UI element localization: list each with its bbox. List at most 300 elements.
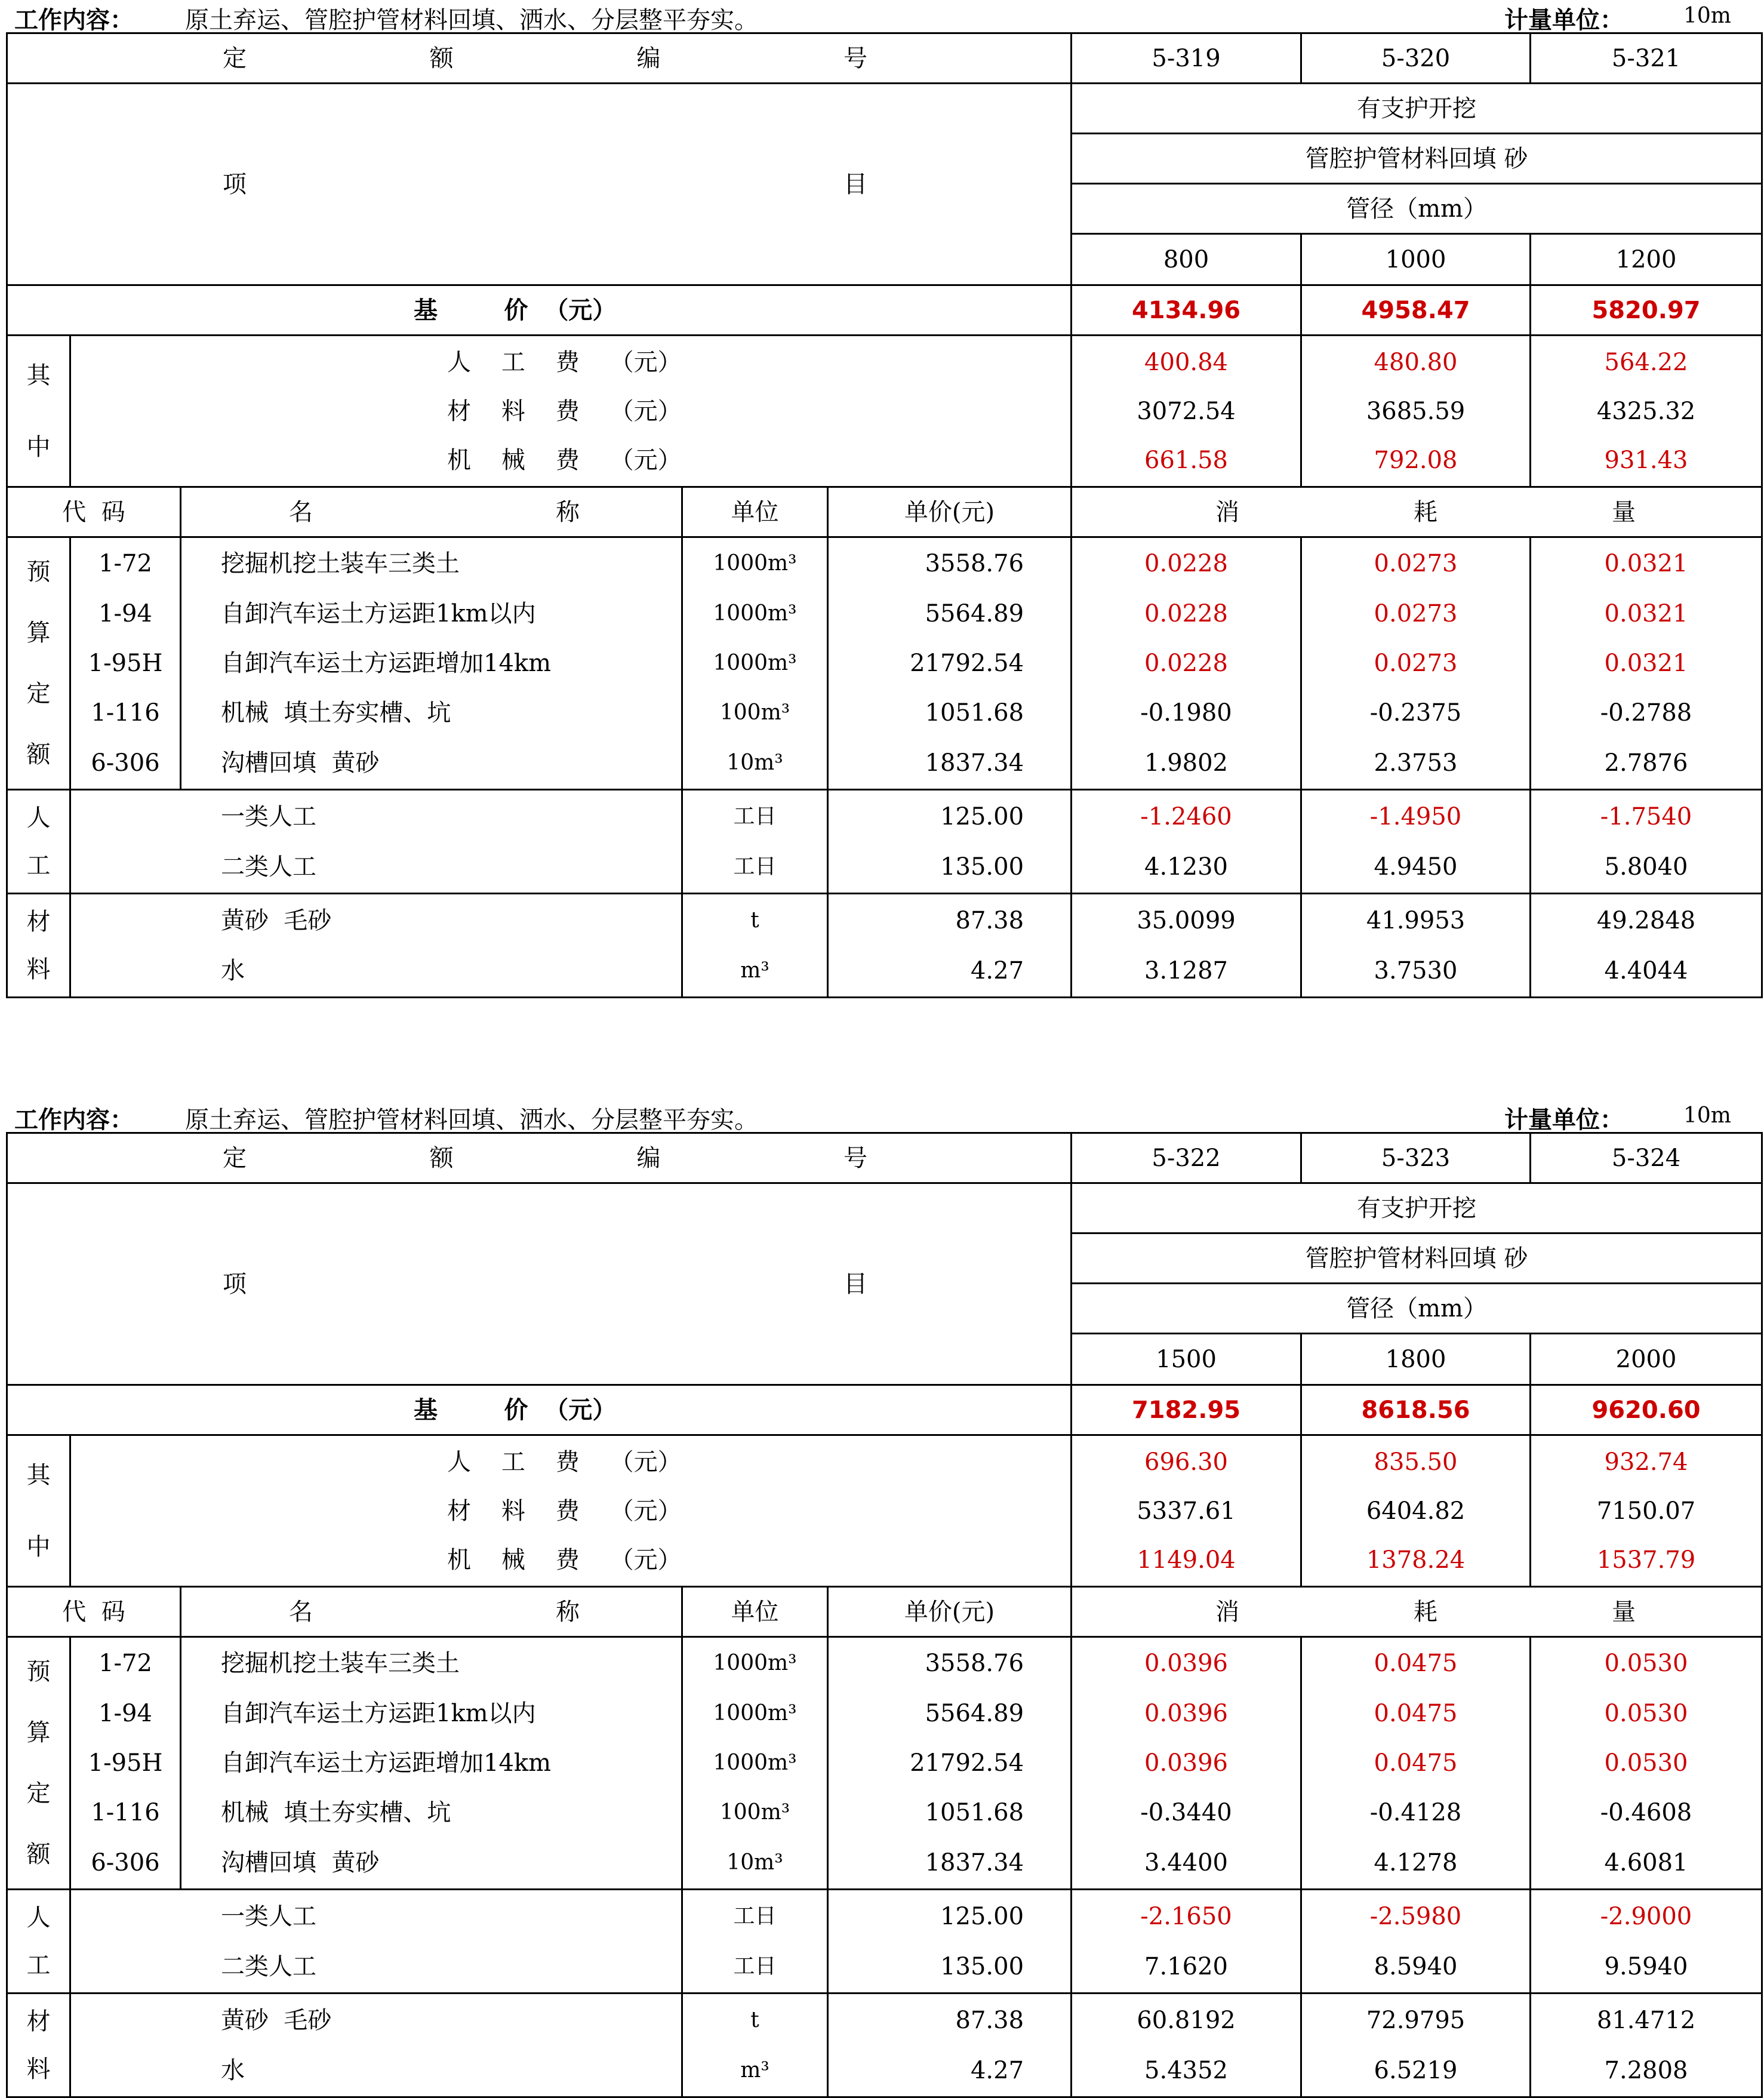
- base-price-label: 基 价 （元）: [7, 285, 1072, 336]
- material-units: [682, 1994, 828, 2097]
- labor-values: [1531, 790, 1762, 894]
- labor-prices: [828, 790, 1072, 894]
- budget-char: 算: [26, 1718, 51, 1746]
- item-label-left: 项: [223, 170, 247, 198]
- consumption-value: 0.0396: [1144, 1650, 1229, 1678]
- material-char: 料: [26, 2055, 51, 2083]
- unit-value: 10m: [1683, 1103, 1731, 1128]
- item-code: 1-72: [98, 550, 152, 578]
- item-unit: 1000m³: [713, 1750, 797, 1775]
- pipe-diameter-value: 1800: [1301, 1334, 1531, 1385]
- column-header-name: [181, 1587, 682, 1637]
- item-code: 1-72: [98, 1650, 152, 1678]
- item-price: 3558.76: [925, 1650, 1024, 1678]
- budget-units: [682, 537, 828, 790]
- consumption-value: 0.0273: [1374, 599, 1458, 627]
- item-name: 一类人工: [221, 802, 316, 830]
- item-code: 1-116: [91, 699, 160, 727]
- consumption-value: 9.5940: [1604, 1952, 1688, 1980]
- labor-cost-value: 400.84: [1144, 348, 1229, 376]
- labor-units: [682, 790, 828, 894]
- consumption-value: 1.9802: [1144, 749, 1229, 777]
- base-price-value: 4958.47: [1301, 285, 1531, 336]
- among-label: [7, 1435, 70, 1587]
- cost-label: 材 料 费 （元）: [447, 397, 682, 425]
- pipe-diameter-value: 1500: [1072, 1334, 1301, 1385]
- consumption-value: 7.1620: [1144, 1952, 1229, 1980]
- budget-char: 定: [26, 680, 51, 708]
- work-content-text: 原土弃运、管腔护管材料回填、洒水、分层整平夯实。: [185, 7, 758, 34]
- cost-values: [1301, 336, 1531, 487]
- item-code: 6-306: [91, 749, 160, 777]
- item-label: [7, 84, 1072, 285]
- consumption-value: -0.3440: [1140, 1799, 1232, 1827]
- material-label: [7, 1994, 70, 2097]
- budget-units: [682, 1637, 828, 1890]
- budget-names: [181, 537, 682, 790]
- item-price: 135.00: [940, 1952, 1024, 1980]
- consumption-value: 60.8192: [1137, 2006, 1236, 2034]
- item-price: 1051.68: [925, 699, 1024, 727]
- quota-number-row: [7, 33, 1762, 84]
- base-price-value: 4134.96: [1072, 285, 1301, 336]
- consumption-value: 0.0475: [1374, 1650, 1458, 1678]
- item-code: 6-306: [91, 1848, 160, 1876]
- cost-values: [1072, 1435, 1301, 1587]
- cost-labels: [70, 1435, 1072, 1587]
- cost-labels: [70, 336, 1072, 487]
- quota-code: 5-321: [1531, 33, 1762, 84]
- labor-names: [70, 1890, 682, 1994]
- material-char: 材: [26, 2007, 51, 2035]
- material-values: [1531, 1994, 1762, 2097]
- item-unit: t: [750, 2007, 759, 2032]
- item-unit: t: [750, 908, 759, 933]
- item-name: 自卸汽车运土方运距增加14km: [221, 1749, 552, 1777]
- work-content-row: [6, 1100, 1761, 1132]
- budget-values: [1301, 1637, 1531, 1890]
- consumption-value: 72.9795: [1366, 2006, 1466, 2034]
- budget-codes: [70, 1637, 181, 1890]
- item-name: 水: [221, 956, 245, 985]
- work-content-label: 工作内容：: [14, 7, 134, 34]
- item-name: 黄砂 毛砂: [221, 906, 332, 934]
- machine-cost-value: 792.08: [1374, 446, 1458, 474]
- item-name: 自卸汽车运土方运距1km以内: [221, 599, 536, 627]
- consumption-value: 41.9953: [1366, 906, 1466, 934]
- item-price: 5564.89: [925, 599, 1024, 627]
- labor-char: 工: [26, 851, 51, 879]
- item-price: 3558.76: [925, 550, 1024, 578]
- material-names: [70, 1994, 682, 2097]
- consumption-value: 0.0321: [1604, 649, 1688, 677]
- cost-values: [1301, 1435, 1531, 1587]
- quota-label-char: 号: [843, 44, 868, 72]
- material-cost-value: 3685.59: [1366, 397, 1466, 425]
- consumption-value: 6.5219: [1374, 2056, 1458, 2084]
- consumption-value: -0.2375: [1369, 699, 1462, 727]
- item-unit: 100m³: [719, 700, 790, 725]
- consumption-char: 量: [1612, 1598, 1636, 1626]
- material-cost-value: 7150.07: [1596, 1497, 1696, 1525]
- consumption-value: 0.0321: [1604, 599, 1688, 627]
- budget-values: [1072, 537, 1301, 790]
- consumption-value: 5.8040: [1604, 853, 1688, 881]
- column-header-name-b: 称: [556, 498, 580, 526]
- base-price-value: 8618.56: [1301, 1385, 1531, 1435]
- budget-row: [7, 537, 1762, 790]
- item-name: 自卸汽车运土方运距增加14km: [221, 649, 552, 677]
- item-name: 二类人工: [221, 853, 316, 881]
- consumption-value: 3.4400: [1144, 1848, 1229, 1876]
- consumption-value: -0.4128: [1369, 1799, 1462, 1827]
- item-code: 1-94: [98, 599, 152, 627]
- base-price-value: 7182.95: [1072, 1385, 1301, 1435]
- consumption-char: 耗: [1414, 498, 1438, 526]
- item-price: 87.38: [955, 2006, 1024, 2034]
- column-header-price: 单价(元): [828, 487, 1072, 537]
- consumption-value: 0.0530: [1604, 1650, 1688, 1678]
- item-price: 5564.89: [925, 1699, 1024, 1727]
- work-content-row: [6, 0, 1761, 32]
- budget-char: 定: [26, 1780, 51, 1808]
- column-header-name: [181, 487, 682, 537]
- consumption-value: 0.0228: [1144, 550, 1229, 578]
- quota-label-char: 号: [843, 1144, 868, 1172]
- budget-values: [1301, 537, 1531, 790]
- budget-prices: [828, 1637, 1072, 1890]
- consumption-value: 0.0530: [1604, 1699, 1688, 1727]
- material-cost-value: 4325.32: [1596, 397, 1696, 425]
- consumption-value: 0.0475: [1374, 1699, 1458, 1727]
- consumption-value: 2.7876: [1604, 749, 1688, 777]
- item-name: 机械 填土夯实槽、坑: [221, 699, 451, 727]
- work-content-text: 原土弃运、管腔护管材料回填、洒水、分层整平夯实。: [185, 1106, 758, 1134]
- consumption-value: -0.2788: [1600, 699, 1692, 727]
- consumption-value: -2.5980: [1369, 1902, 1462, 1930]
- unit-value: 10m: [1683, 4, 1731, 28]
- cost-label: 人 工 费 （元）: [447, 1448, 682, 1476]
- labor-values: [1301, 1890, 1531, 1994]
- quota-code: 5-324: [1531, 1133, 1762, 1183]
- consumption-value: 4.1278: [1374, 1848, 1458, 1876]
- material-prices: [828, 894, 1072, 998]
- item-unit: 工日: [733, 1954, 777, 1979]
- item-unit: m³: [740, 2057, 769, 2082]
- material-values: [1531, 894, 1762, 998]
- consumption-value: 2.3753: [1374, 749, 1458, 777]
- item-header-row: [7, 1183, 1762, 1233]
- budget-char: 额: [26, 741, 51, 769]
- consumption-value: -2.9000: [1600, 1902, 1692, 1930]
- item-name: 沟槽回填 黄砂: [221, 1848, 380, 1876]
- quota-label-char: 额: [429, 44, 454, 72]
- material-units: [682, 894, 828, 998]
- base-price-value: 5820.97: [1531, 285, 1762, 336]
- consumption-value: 4.1230: [1144, 853, 1229, 881]
- consumption-char: 量: [1612, 498, 1636, 526]
- labor-row: [7, 1890, 1762, 1994]
- machine-cost-value: 661.58: [1144, 446, 1229, 474]
- machine-cost-value: 1149.04: [1137, 1546, 1236, 1574]
- pipe-diameter-value: 1200: [1531, 234, 1762, 285]
- item-price: 21792.54: [910, 649, 1024, 677]
- item-code: 1-95H: [88, 649, 163, 677]
- budget-values: [1531, 537, 1762, 790]
- material-char: 料: [26, 955, 51, 983]
- consumption-value: -1.2460: [1140, 802, 1232, 830]
- item-name: 一类人工: [221, 1902, 316, 1930]
- item-name: 挖掘机挖土装车三类土: [221, 550, 460, 578]
- column-header-consumption: [1072, 487, 1762, 537]
- labor-names: [70, 790, 682, 894]
- pipe-diameter-heading: 管径（mm）: [1072, 184, 1762, 234]
- budget-char: 预: [26, 1657, 51, 1685]
- pipe-diameter-value: 1000: [1301, 234, 1531, 285]
- unit-label: 计量单位：: [1504, 7, 1624, 34]
- consumption-value: 4.6081: [1604, 1848, 1688, 1876]
- item-price: 125.00: [940, 802, 1024, 830]
- cost-label: 机 械 费 （元）: [447, 1546, 682, 1574]
- material-char: 材: [26, 908, 51, 936]
- quota-number-label: [7, 1133, 1072, 1183]
- among-char: 其: [26, 361, 51, 389]
- item-unit: m³: [740, 958, 769, 983]
- machine-cost-value: 931.43: [1604, 446, 1688, 474]
- item-price: 125.00: [940, 1902, 1024, 1930]
- consumption-value: -1.4950: [1369, 802, 1462, 830]
- consumption-value: 0.0396: [1144, 1749, 1229, 1777]
- item-unit: 1000m³: [713, 650, 797, 675]
- consumption-value: 81.4712: [1596, 2006, 1696, 2034]
- labor-cost-value: 480.80: [1374, 348, 1458, 376]
- labor-values: [1072, 1890, 1301, 1994]
- unit-label: 计量单位：: [1504, 1106, 1624, 1134]
- quota-section: [6, 1100, 1761, 2091]
- item-header-row: [7, 84, 1762, 134]
- budget-values: [1072, 1637, 1301, 1890]
- consumption-char: 耗: [1414, 1598, 1438, 1626]
- material-values: [1301, 894, 1531, 998]
- quota-code: 5-320: [1301, 33, 1531, 84]
- column-header-code: 代 码: [7, 1587, 181, 1637]
- material-values: [1072, 1994, 1301, 2097]
- base-price-row: [7, 285, 1762, 336]
- item-price: 4.27: [970, 2056, 1024, 2084]
- item-unit: 工日: [733, 854, 777, 879]
- budget-names: [181, 1637, 682, 1890]
- consumption-value: 35.0099: [1137, 906, 1236, 934]
- material-values: [1301, 1994, 1531, 2097]
- column-header-unit: 单位: [682, 487, 828, 537]
- labor-cost-value: 835.50: [1374, 1448, 1458, 1476]
- quota-code: 5-322: [1072, 1133, 1301, 1183]
- labor-units: [682, 1890, 828, 1994]
- item-name: 挖掘机挖土装车三类土: [221, 1650, 460, 1678]
- item-name: 水: [221, 2056, 245, 2084]
- column-header-name-a: 名: [289, 1598, 313, 1626]
- cost-label: 机 械 费 （元）: [447, 446, 682, 474]
- consumption-value: 0.0396: [1144, 1699, 1229, 1727]
- base-price-value: 9620.60: [1531, 1385, 1762, 1435]
- item-label: [7, 1183, 1072, 1385]
- quota-number-row: [7, 1133, 1762, 1183]
- quota-label-char: 定: [223, 1144, 247, 1172]
- item-unit: 10m³: [726, 750, 783, 775]
- cost-values: [1072, 336, 1301, 487]
- material-row: [7, 894, 1762, 998]
- labor-values: [1072, 790, 1301, 894]
- budget-prices: [828, 537, 1072, 790]
- column-header-consumption: [1072, 1587, 1762, 1637]
- item-name: 二类人工: [221, 1952, 316, 1980]
- labor-char: 工: [26, 1951, 51, 1979]
- among-char: 中: [26, 1533, 51, 1561]
- quota-table: [6, 1132, 1763, 2098]
- material-cost-value: 6404.82: [1366, 1497, 1466, 1525]
- item-price: 1051.68: [925, 1799, 1024, 1827]
- material-names: [70, 894, 682, 998]
- work-content-label: 工作内容：: [14, 1106, 134, 1134]
- machine-cost-value: 1537.79: [1596, 1546, 1696, 1574]
- item-price: 4.27: [970, 956, 1024, 985]
- quota-label-char: 额: [429, 1144, 454, 1172]
- item-price: 1837.34: [925, 749, 1024, 777]
- cost-values: [1531, 1435, 1762, 1587]
- item-unit: 1000m³: [713, 1700, 797, 1725]
- cost-values: [1531, 336, 1762, 487]
- consumption-value: 8.5940: [1374, 1952, 1458, 1980]
- material-prices: [828, 1994, 1072, 2097]
- consumption-value: -0.1980: [1140, 699, 1232, 727]
- consumption-value: 49.2848: [1596, 906, 1696, 934]
- consumption-value: 3.1287: [1144, 956, 1229, 985]
- quota-code: 5-319: [1072, 33, 1301, 84]
- column-header-code: 代 码: [7, 487, 181, 537]
- labor-cost-value: 696.30: [1144, 1448, 1229, 1476]
- consumption-char: 消: [1215, 1598, 1240, 1626]
- consumption-value: 7.2808: [1604, 2056, 1688, 2084]
- labor-char: 人: [26, 804, 51, 832]
- among-char: 中: [26, 433, 51, 461]
- pipe-diameter-heading: 管径（mm）: [1072, 1284, 1762, 1334]
- consumption-value: 5.4352: [1144, 2056, 1229, 2084]
- item-unit: 10m³: [726, 1850, 783, 1875]
- item-name: 黄砂 毛砂: [221, 2006, 332, 2034]
- consumption-value: 4.4044: [1604, 956, 1688, 985]
- quota-label-char: 编: [636, 1144, 661, 1172]
- labor-char: 人: [26, 1903, 51, 1931]
- consumption-value: -1.7540: [1600, 802, 1692, 830]
- item-code: 1-95H: [88, 1749, 163, 1777]
- consumption-value: 4.9450: [1374, 853, 1458, 881]
- excavation-heading: 有支护开挖: [1072, 84, 1762, 134]
- item-code: 1-94: [98, 1699, 152, 1727]
- consumption-value: 0.0273: [1374, 550, 1458, 578]
- cost-breakdown-row: [7, 336, 1762, 487]
- consumption-value: 0.0228: [1144, 599, 1229, 627]
- consumption-value: 3.7530: [1374, 956, 1458, 985]
- item-name: 自卸汽车运土方运距1km以内: [221, 1699, 536, 1727]
- item-price: 135.00: [940, 853, 1024, 881]
- column-header-name-a: 名: [289, 498, 313, 526]
- item-unit: 工日: [733, 804, 777, 829]
- labor-values: [1301, 790, 1531, 894]
- labor-values: [1531, 1890, 1762, 1994]
- labor-prices: [828, 1890, 1072, 1994]
- consumption-value: -0.4608: [1600, 1799, 1692, 1827]
- consumption-value: 0.0273: [1374, 649, 1458, 677]
- consumption-value: -2.1650: [1140, 1902, 1232, 1930]
- labor-cost-value: 564.22: [1604, 348, 1688, 376]
- column-header-row: [7, 1587, 1762, 1637]
- material-row: [7, 1994, 1762, 2097]
- budget-char: 算: [26, 619, 51, 647]
- quota-label-char: 定: [223, 44, 247, 72]
- item-unit: 100m³: [719, 1800, 790, 1825]
- material-cost-value: 3072.54: [1137, 397, 1236, 425]
- column-header-price: 单价(元): [828, 1587, 1072, 1637]
- budget-char: 预: [26, 558, 51, 586]
- column-header-row: [7, 487, 1762, 537]
- material-label: [7, 894, 70, 998]
- labor-label: [7, 790, 70, 894]
- among-char: 其: [26, 1461, 51, 1489]
- backfill-heading: 管腔护管材料回填 砂: [1072, 1233, 1762, 1284]
- column-header-unit: 单位: [682, 1587, 828, 1637]
- quota-section: [6, 0, 1761, 991]
- budget-row: [7, 1637, 1762, 1890]
- item-label-left: 项: [223, 1270, 247, 1298]
- item-name: 机械 填土夯实槽、坑: [221, 1799, 451, 1827]
- cost-label: 人 工 费 （元）: [447, 348, 682, 376]
- material-cost-value: 5337.61: [1137, 1497, 1236, 1525]
- quota-code: 5-323: [1301, 1133, 1531, 1183]
- item-label-right: 目: [843, 1270, 868, 1298]
- consumption-value: 0.0475: [1374, 1749, 1458, 1777]
- among-label: [7, 336, 70, 487]
- backfill-heading: 管腔护管材料回填 砂: [1072, 134, 1762, 184]
- budget-values: [1531, 1637, 1762, 1890]
- quota-label-char: 编: [636, 44, 661, 72]
- consumption-char: 消: [1215, 498, 1240, 526]
- item-name: 沟槽回填 黄砂: [221, 749, 380, 777]
- consumption-value: 0.0530: [1604, 1749, 1688, 1777]
- quota-number-label: [7, 33, 1072, 84]
- pipe-diameter-value: 800: [1072, 234, 1301, 285]
- labor-label: [7, 1890, 70, 1994]
- excavation-heading: 有支护开挖: [1072, 1183, 1762, 1233]
- item-unit: 1000m³: [713, 551, 797, 576]
- labor-row: [7, 790, 1762, 894]
- budget-label: [7, 537, 70, 790]
- item-price: 1837.34: [925, 1848, 1024, 1876]
- cost-breakdown-row: [7, 1435, 1762, 1587]
- item-price: 21792.54: [910, 1749, 1024, 1777]
- item-unit: 工日: [733, 1903, 777, 1928]
- item-code: 1-116: [91, 1799, 160, 1827]
- column-header-name-b: 称: [556, 1598, 580, 1626]
- budget-codes: [70, 537, 181, 790]
- pipe-diameter-value: 2000: [1531, 1334, 1762, 1385]
- base-price-label: 基 价 （元）: [7, 1385, 1072, 1435]
- labor-cost-value: 932.74: [1604, 1448, 1688, 1476]
- budget-char: 额: [26, 1841, 51, 1869]
- machine-cost-value: 1378.24: [1366, 1546, 1466, 1574]
- item-unit: 1000m³: [713, 601, 797, 626]
- item-price: 87.38: [955, 906, 1024, 934]
- material-values: [1072, 894, 1301, 998]
